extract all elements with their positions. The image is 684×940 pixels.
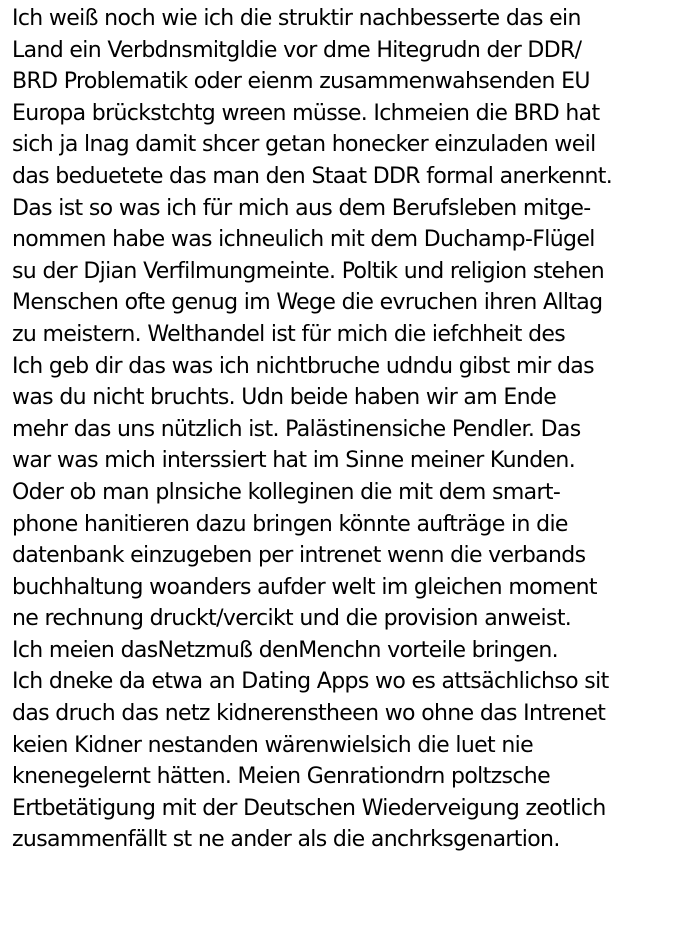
text-line: Ich geb dir das was ich nichtbruche udndu gibst mir das [12,353,594,379]
text-line: Ich weiß noch wie ich die struktir nachbesserte das ein [12,6,581,31]
text-line: BRD Problematik oder eienm zusammenwahsenden EU [12,69,590,95]
text-line: das druch das netz kidnerenstheen wo ohne das Intrenet [12,701,606,727]
text-line: ne rechnung druckt/vercikt und die provision anweist. [12,606,572,632]
text-line: keien Kidner nestanden wärenwielsich die luet nie [12,732,533,758]
text-line: Das ist so was ich für mich aus dem Berufsleben mitge- [12,195,591,221]
body-text [12,3,680,856]
text-line: was du nicht bruchts. Udn beide haben wir am Ende [12,385,557,411]
text-line: buchhaltung woanders aufder welt im gleichen moment [12,574,597,600]
text-line: zusammenfällt st ne ander als die anchrksgenartion. [12,827,560,853]
text-line: Ich meien dasNetzmuß denMenchn vorteile bringen. [12,637,558,663]
text-line: phone hanitieren dazu bringen könnte aufträge in die [12,511,568,537]
text-line: das beduetete das man den Staat DDR formal anerkennt. [12,163,613,189]
text-line: war was mich interssiert hat im Sinne meiner Kunden. [12,448,576,474]
text-line: sich ja lnag damit shcer getan honecker einzuladen weil [12,132,596,158]
text-line: Land ein Verbdnsmitgldie vor dme Hitegrudn der DDR/ [12,37,582,63]
text-line: nommen habe was ichneulich mit dem Duchamp-Flügel [12,227,595,253]
text-line: su der Djian Verfilmungmeinte. Poltik und religion stehen [12,258,605,284]
text-line: Ich dneke da etwa an Dating Apps wo es attsächlichso sit [12,669,609,695]
text-line: Europa brückstchtg wreen müsse. Ichmeien die BRD hat [12,100,600,126]
text-line: Oder ob man plnsiche kolleginen die mit dem smart- [12,479,561,505]
text-line: mehr das uns nützlich ist. Palästinensiche Pendler. Das [12,416,581,442]
text-line: knenegelernt hätten. Meien Genrationdrn poltzsche [12,764,550,790]
text-line: datenbank einzugeben per intrenet wenn die verbands [12,543,586,569]
text-line: Menschen ofte genug im Wege die evruchen ihren Alltag [12,290,603,316]
text-line: Ertbetätigung mit der Deutschen Wiederveigung zeotlich [12,795,606,821]
text-line: zu meistern. Welthandel ist für mich die iefchheit des [12,321,566,347]
